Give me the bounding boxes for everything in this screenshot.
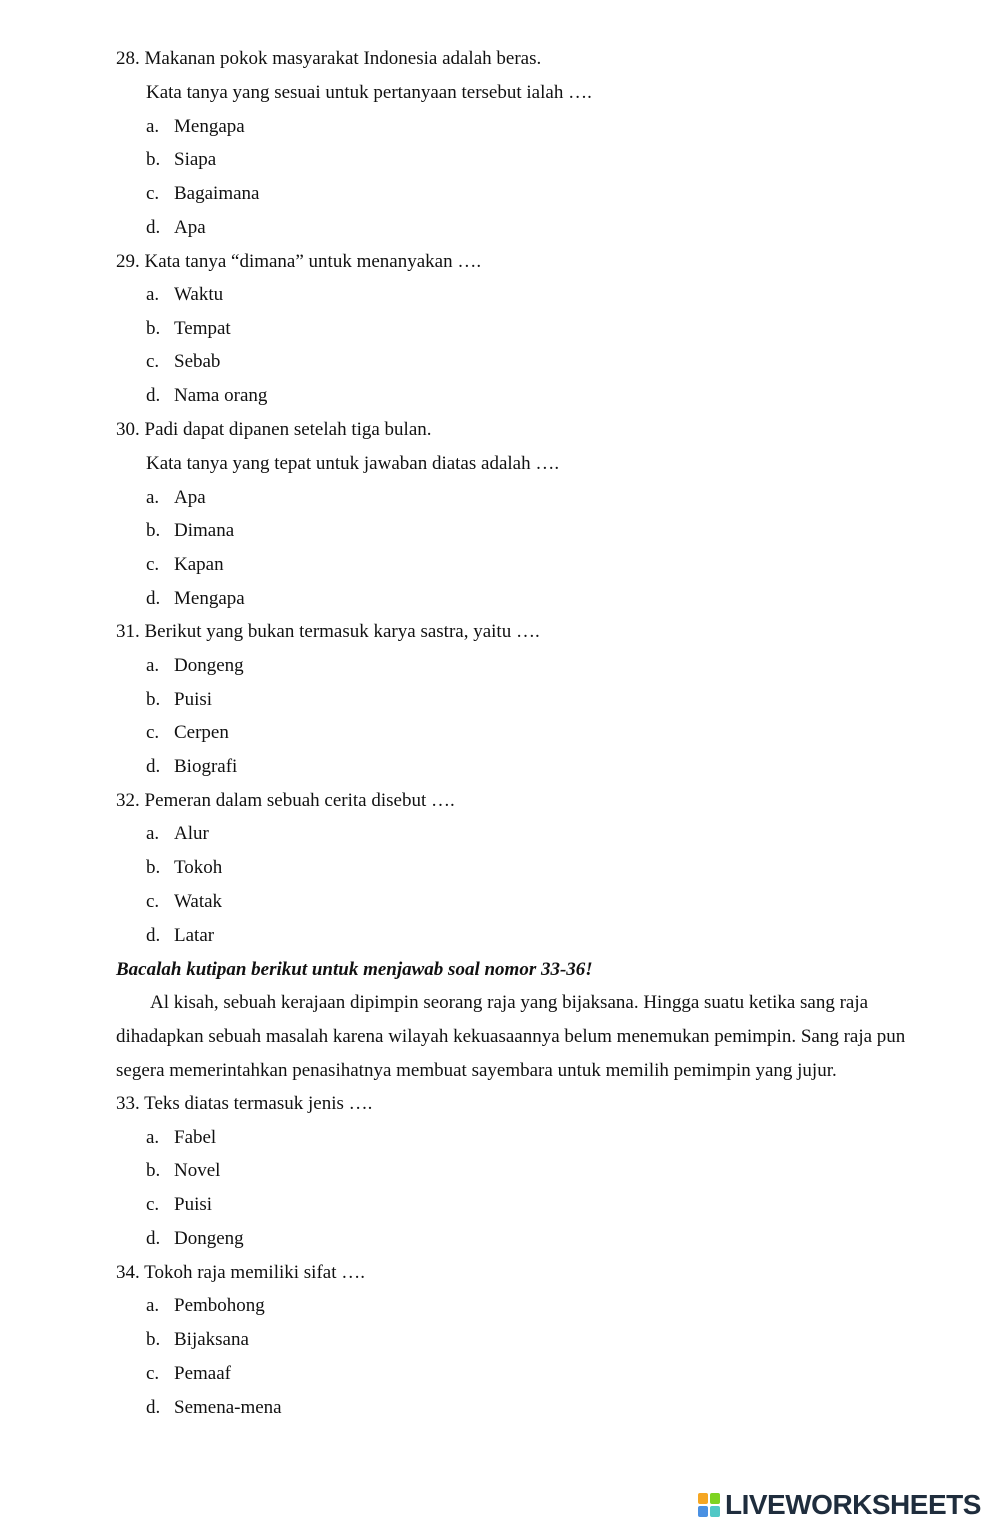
question-30-subtext: Kata tanya yang tepat untuk jawaban diatas adalah …. xyxy=(146,453,560,474)
question-30 xyxy=(116,418,432,442)
question-34 xyxy=(116,1261,365,1285)
option-31-b: b. Puisi xyxy=(146,689,213,710)
option-32-b: b. Tokoh xyxy=(146,857,223,878)
option-29-d: d. Nama orang xyxy=(146,385,268,406)
option-28-b: b. Siapa xyxy=(146,149,217,170)
question-text: Pemeran dalam sebuah cerita disebut …. xyxy=(144,790,455,811)
passage-line-3: segera memerintahkan penasihatnya membuat sayembara untuk memilih pemimpin yang jujur. xyxy=(116,1060,837,1081)
option-34-d: d. Semena-mena xyxy=(146,1397,282,1418)
option-30-c: c. Kapan xyxy=(146,554,224,575)
question-text: Tokoh raja memiliki sifat …. xyxy=(144,1262,365,1283)
option-29-a: a. Waktu xyxy=(146,284,224,305)
option-32-c: c. Watak xyxy=(146,891,223,912)
question-text: Berikut yang bukan termasuk karya sastra, yaitu …. xyxy=(144,621,540,642)
option-29-b: b. Tempat xyxy=(146,318,231,339)
reading-instruction: Bacalah kutipan berikut untuk menjawab soal nomor 33-36! xyxy=(116,959,593,980)
logo-text: LIVEWORKSHEETS xyxy=(725,1489,981,1520)
question-number: 34. xyxy=(116,1262,140,1283)
option-34-a: a. Pembohong xyxy=(146,1295,265,1316)
question-33 xyxy=(116,1092,372,1116)
question-31 xyxy=(116,620,540,644)
option-31-d: d. Biografi xyxy=(146,756,238,777)
question-number: 28. xyxy=(116,48,140,69)
liveworksheets-logo[interactable] xyxy=(697,1488,981,1522)
option-34-b: b. Bijaksana xyxy=(146,1329,249,1350)
question-number: 29. xyxy=(116,251,140,272)
question-number: 31. xyxy=(116,621,140,642)
option-31-a: a. Dongeng xyxy=(146,655,244,676)
option-30-a: a. Apa xyxy=(146,487,206,508)
question-text: Kata tanya “dimana” untuk menanyakan …. xyxy=(144,251,482,272)
option-29-c: c. Sebab xyxy=(146,351,221,372)
question-28 xyxy=(116,47,541,71)
option-33-b: b. Novel xyxy=(146,1160,221,1181)
passage-line-1: Al kisah, sebuah kerajaan dipimpin seorang raja yang bijaksana. Hingga suatu ketika sang raja xyxy=(150,992,869,1013)
option-33-d: d. Dongeng xyxy=(146,1228,244,1249)
option-32-d: d. Latar xyxy=(146,925,215,946)
question-29 xyxy=(116,250,481,274)
option-31-c: c. Cerpen xyxy=(146,722,229,743)
option-33-a: a. Fabel xyxy=(146,1127,217,1148)
question-text: Padi dapat dipanen setelah tiga bulan. xyxy=(144,419,432,440)
option-32-a: a. Alur xyxy=(146,823,209,844)
question-28-subtext: Kata tanya yang sesuai untuk pertanyaan tersebut ialah …. xyxy=(146,82,592,103)
question-number: 32. xyxy=(116,790,140,811)
option-34-c: c. Pemaaf xyxy=(146,1363,231,1384)
option-33-c: c. Puisi xyxy=(146,1194,213,1215)
question-text: Teks diatas termasuk jenis …. xyxy=(144,1093,373,1114)
question-number: 33. xyxy=(116,1093,140,1114)
option-30-d: d. Mengapa xyxy=(146,588,245,609)
option-28-a: a. Mengapa xyxy=(146,116,245,137)
option-28-c: c. Bagaimana xyxy=(146,183,260,204)
passage-line-2: dihadapkan sebuah masalah karena wilayah kekuasaannya belum menemukan pemimpin. Sang raja pun xyxy=(116,1026,906,1047)
option-30-b: b. Dimana xyxy=(146,520,235,541)
question-32 xyxy=(116,789,455,813)
liveworksheets-logo-icon xyxy=(697,1492,721,1518)
option-28-d: d. Apa xyxy=(146,217,206,238)
question-number: 30. xyxy=(116,419,140,440)
question-text: Makanan pokok masyarakat Indonesia adalah beras. xyxy=(144,48,542,69)
